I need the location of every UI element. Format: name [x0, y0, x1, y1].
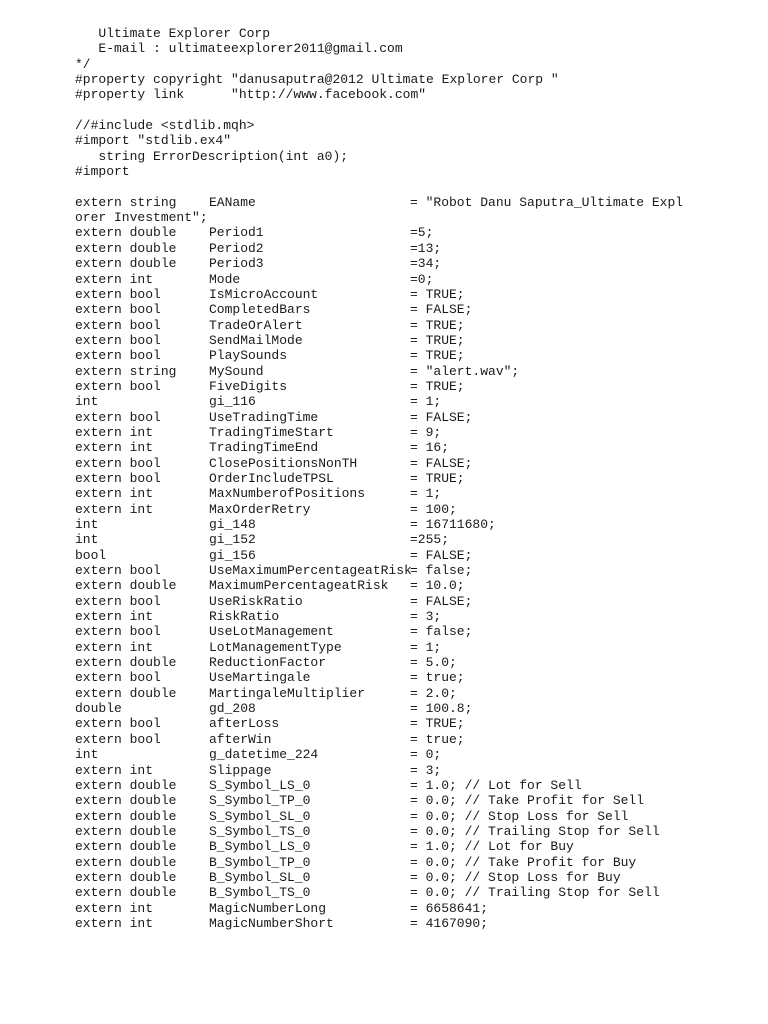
declaration-row — [75, 916, 755, 931]
declaration-name: OrderIncludeTPSL — [209, 470, 334, 486]
declaration-type: extern double — [75, 225, 177, 241]
declaration-type: extern bool — [75, 731, 161, 747]
header-line: */ — [75, 56, 91, 72]
declaration-row — [75, 364, 755, 379]
declaration-row — [75, 440, 755, 455]
declaration-name: MySound — [209, 363, 264, 379]
declaration-value: = false; — [410, 563, 473, 579]
declaration-name: ClosePositionsNonTH — [209, 455, 358, 471]
declaration-name: LotManagementType — [209, 639, 342, 655]
declaration-name: B_Symbol_TP_0 — [209, 854, 311, 870]
declaration-value: = 2.0; — [410, 685, 457, 701]
declaration-value: = 1; — [410, 394, 442, 410]
declaration-name: UseLotManagement — [209, 624, 334, 640]
declaration-row — [75, 824, 755, 839]
declaration-name: MaxOrderRetry — [209, 501, 311, 517]
declaration-value: =13; — [410, 240, 442, 256]
declaration-row — [75, 609, 755, 624]
declaration-type: extern double — [75, 885, 177, 901]
declaration-type: extern string — [75, 194, 177, 210]
declaration-type: extern double — [75, 685, 177, 701]
declaration-value: = 9; — [410, 424, 442, 440]
declaration-name: ReductionFactor — [209, 655, 327, 671]
declaration-type: extern double — [75, 839, 177, 855]
declaration-name: S_Symbol_SL_0 — [209, 808, 311, 824]
declaration-row — [75, 747, 755, 762]
declaration-name: IsMicroAccount — [209, 286, 319, 302]
declaration-type: extern bool — [75, 470, 161, 486]
declaration-value: = 5.0; — [410, 655, 457, 671]
source-code-block — [75, 26, 755, 931]
declaration-type: extern bool — [75, 348, 161, 364]
declaration-type: bool — [75, 547, 107, 563]
declaration-value: = true; — [410, 670, 465, 686]
declaration-name: afterWin — [209, 731, 272, 747]
declaration-value: = TRUE; — [410, 317, 465, 333]
declaration-value: =34; — [410, 256, 442, 272]
header-line — [75, 179, 755, 194]
declaration-type: extern double — [75, 578, 177, 594]
declaration-row — [75, 410, 755, 425]
declaration-type: extern bool — [75, 332, 161, 348]
declaration-type: extern int — [75, 915, 154, 931]
declaration-row — [75, 809, 755, 824]
declaration-type: extern int — [75, 486, 154, 502]
header-line: //#include <stdlib.mqh> — [75, 118, 255, 134]
declaration-type: extern int — [75, 762, 154, 778]
declaration-row — [75, 686, 755, 701]
declaration-type: extern bool — [75, 286, 161, 302]
declaration-value: = 0.0; // Stop Loss for Buy — [410, 869, 621, 885]
declaration-name: TradingTimeEnd — [209, 440, 319, 456]
declaration-value: = TRUE; — [410, 378, 465, 394]
declaration-name: MaxNumberofPositions — [209, 486, 366, 502]
declaration-row — [75, 486, 755, 501]
declaration-type: int — [75, 517, 99, 532]
declaration-row — [75, 624, 755, 639]
declaration-name: UseTradingTime — [209, 409, 319, 425]
declaration-row — [75, 195, 755, 210]
header-line: E-mail : ultimateexplorer2011@gmail.com — [75, 41, 403, 57]
declaration-row — [75, 471, 755, 486]
declaration-type: extern int — [75, 501, 154, 517]
declaration-value: = FALSE; — [410, 547, 473, 563]
declaration-row — [75, 302, 755, 317]
declaration-name: g_datetime_224 — [209, 747, 319, 763]
declaration-value: = TRUE; — [410, 470, 465, 486]
header-line: #property link "http://www.facebook.com" — [75, 87, 427, 103]
declaration-name: SendMailMode — [209, 332, 303, 348]
header-line: #import — [75, 164, 130, 180]
declaration-row — [75, 778, 755, 793]
declaration-name: B_Symbol_SL_0 — [209, 869, 311, 885]
declaration-type: extern bool — [75, 563, 161, 579]
declaration-name: B_Symbol_TS_0 — [209, 885, 311, 901]
header-line: #import "stdlib.ex4" — [75, 133, 232, 149]
declaration-name: MaximumPercentageatRisk — [209, 578, 389, 594]
declaration-row — [75, 578, 755, 593]
declaration-name: PlaySounds — [209, 348, 288, 364]
declaration-row — [75, 287, 755, 302]
header-line: string ErrorDescription(int a0); — [75, 148, 349, 164]
declaration-name: Mode — [209, 271, 241, 287]
declaration-type: extern int — [75, 639, 154, 655]
declaration-name: UseMaximumPercentageatRisk — [209, 563, 412, 579]
declaration-type: extern bool — [75, 302, 161, 318]
declaration-row — [75, 517, 755, 532]
declaration-value: = 0.0; // Take Profit for Buy — [410, 854, 637, 870]
declaration-value: = TRUE; — [410, 348, 465, 364]
declaration-type: extern double — [75, 256, 177, 272]
declaration-value: = 0.0; // Trailing Stop for Sell — [410, 885, 660, 901]
declaration-type: extern string — [75, 363, 177, 379]
declaration-type: extern bool — [75, 716, 161, 732]
declaration-value: = false; — [410, 624, 473, 640]
declaration-name: S_Symbol_TP_0 — [209, 793, 311, 809]
declaration-type: extern bool — [75, 624, 161, 640]
declaration-value: = FALSE; — [410, 302, 473, 318]
declaration-type: extern int — [75, 440, 154, 456]
declaration-value: = 0; — [410, 747, 442, 763]
declaration-name: gi_152 — [209, 532, 256, 548]
declaration-row — [75, 348, 755, 363]
declaration-value: = 10.0; — [410, 578, 465, 594]
declaration-name: MagicNumberShort — [209, 915, 334, 931]
declaration-row — [75, 701, 755, 716]
declaration-value: =5; — [410, 225, 434, 241]
declaration-name: gi_148 — [209, 517, 256, 532]
declaration-value: = TRUE; — [410, 332, 465, 348]
declaration-row — [75, 670, 755, 685]
declaration-value: =255; — [410, 532, 450, 548]
declaration-row — [75, 640, 755, 655]
declaration-value: = TRUE; — [410, 286, 465, 302]
declaration-name: CompletedBars — [209, 302, 311, 318]
declaration-type: extern int — [75, 900, 154, 916]
declaration-name: gd_208 — [209, 701, 256, 717]
declaration-row — [75, 502, 755, 517]
declaration-name: afterLoss — [209, 716, 280, 732]
declaration-name: B_Symbol_LS_0 — [209, 839, 311, 855]
declaration-name: FiveDigits — [209, 378, 288, 394]
declaration-row — [75, 272, 755, 287]
declaration-name: UseMartingale — [209, 670, 311, 686]
declaration-row — [75, 532, 755, 547]
declaration-name: S_Symbol_TS_0 — [209, 823, 311, 839]
declaration-name: TradeOrAlert — [209, 317, 303, 333]
declaration-type: extern bool — [75, 378, 161, 394]
declaration-name: MagicNumberLong — [209, 900, 327, 916]
declaration-type: extern int — [75, 271, 154, 287]
declaration-type: extern double — [75, 777, 177, 793]
declaration-type: extern double — [75, 854, 177, 870]
declaration-row — [75, 318, 755, 333]
declaration-name: EAName — [209, 194, 256, 210]
declaration-row — [75, 732, 755, 747]
declaration-value: = 1; — [410, 486, 442, 502]
declaration-name: MartingaleMultiplier — [209, 685, 366, 701]
declaration-type: extern bool — [75, 455, 161, 471]
declaration-type: extern bool — [75, 409, 161, 425]
declaration-name: TradingTimeStart — [209, 424, 334, 440]
declaration-row — [75, 655, 755, 670]
declaration-value: = 3; — [410, 762, 442, 778]
declaration-value: =0; — [410, 271, 434, 287]
declaration-value: = "Robot Danu Saputra_Ultimate Expl — [410, 194, 684, 210]
declaration-type: extern double — [75, 793, 177, 809]
declaration-type: int — [75, 394, 99, 410]
declaration-row — [75, 225, 755, 240]
declaration-row — [75, 594, 755, 609]
header-line: #property copyright "danusaputra@2012 Ultimate Explorer Corp " — [75, 72, 559, 88]
declaration-value: = 4167090; — [410, 915, 489, 931]
declaration-value: = FALSE; — [410, 409, 473, 425]
declaration-type: extern double — [75, 869, 177, 885]
declaration-type: int — [75, 747, 99, 763]
declaration-name: Slippage — [209, 762, 272, 778]
declaration-row — [75, 333, 755, 348]
declaration-value: = 100.8; — [410, 701, 473, 717]
declaration-row — [75, 855, 755, 870]
declaration-type: extern double — [75, 823, 177, 839]
declaration-type: extern bool — [75, 670, 161, 686]
declaration-row — [75, 885, 755, 900]
declaration-value: = FALSE; — [410, 455, 473, 471]
declaration-name: S_Symbol_LS_0 — [209, 777, 311, 793]
declaration-name: Period1 — [209, 225, 264, 241]
declaration-row — [75, 256, 755, 271]
declaration-row — [75, 379, 755, 394]
declaration-type: extern double — [75, 655, 177, 671]
declaration-type: int — [75, 532, 99, 548]
declaration-type: double — [75, 701, 122, 717]
declaration-name: RiskRatio — [209, 609, 280, 625]
declaration-value: = TRUE; — [410, 716, 465, 732]
declaration-row — [75, 548, 755, 563]
declaration-row — [75, 839, 755, 854]
declaration-type: extern int — [75, 424, 154, 440]
header-line — [75, 103, 755, 118]
declaration-type: extern bool — [75, 317, 161, 333]
declaration-row — [75, 394, 755, 409]
declaration-value: = 1.0; // Lot for Buy — [410, 839, 574, 855]
declaration-row — [75, 901, 755, 916]
declaration-row — [75, 763, 755, 778]
declaration-row — [75, 456, 755, 471]
declaration-value: = 0.0; // Trailing Stop for Sell — [410, 823, 660, 839]
wrapped-continuation-line: orer Investment"; — [75, 210, 208, 226]
declaration-row — [75, 241, 755, 256]
declaration-value: = 3; — [410, 609, 442, 625]
declaration-row — [75, 793, 755, 808]
declaration-value: = 0.0; // Take Profit for Sell — [410, 793, 645, 809]
declaration-name: Period3 — [209, 256, 264, 272]
declaration-row — [75, 716, 755, 731]
declaration-value: = FALSE; — [410, 593, 473, 609]
declaration-value: = 16711680; — [410, 517, 496, 532]
declaration-value: = 16; — [410, 440, 450, 456]
header-line: Ultimate Explorer Corp — [75, 26, 271, 41]
declaration-row — [75, 425, 755, 440]
declaration-value: = 0.0; // Stop Loss for Sell — [410, 808, 629, 824]
declaration-type: extern double — [75, 808, 177, 824]
declaration-type: extern double — [75, 240, 177, 256]
declaration-type: extern bool — [75, 593, 161, 609]
declaration-name: gi_116 — [209, 394, 256, 410]
declaration-name: UseRiskRatio — [209, 593, 303, 609]
declaration-name: Period2 — [209, 240, 264, 256]
declaration-value: = 1.0; // Lot for Sell — [410, 777, 582, 793]
declaration-value: = 100; — [410, 501, 457, 517]
declaration-value: = true; — [410, 731, 465, 747]
declaration-row — [75, 563, 755, 578]
declaration-value: = 6658641; — [410, 900, 489, 916]
declaration-value: = 1; — [410, 639, 442, 655]
declaration-row — [75, 870, 755, 885]
declaration-name: gi_156 — [209, 547, 256, 563]
declaration-type: extern int — [75, 609, 154, 625]
declaration-value: = "alert.wav"; — [410, 363, 520, 379]
